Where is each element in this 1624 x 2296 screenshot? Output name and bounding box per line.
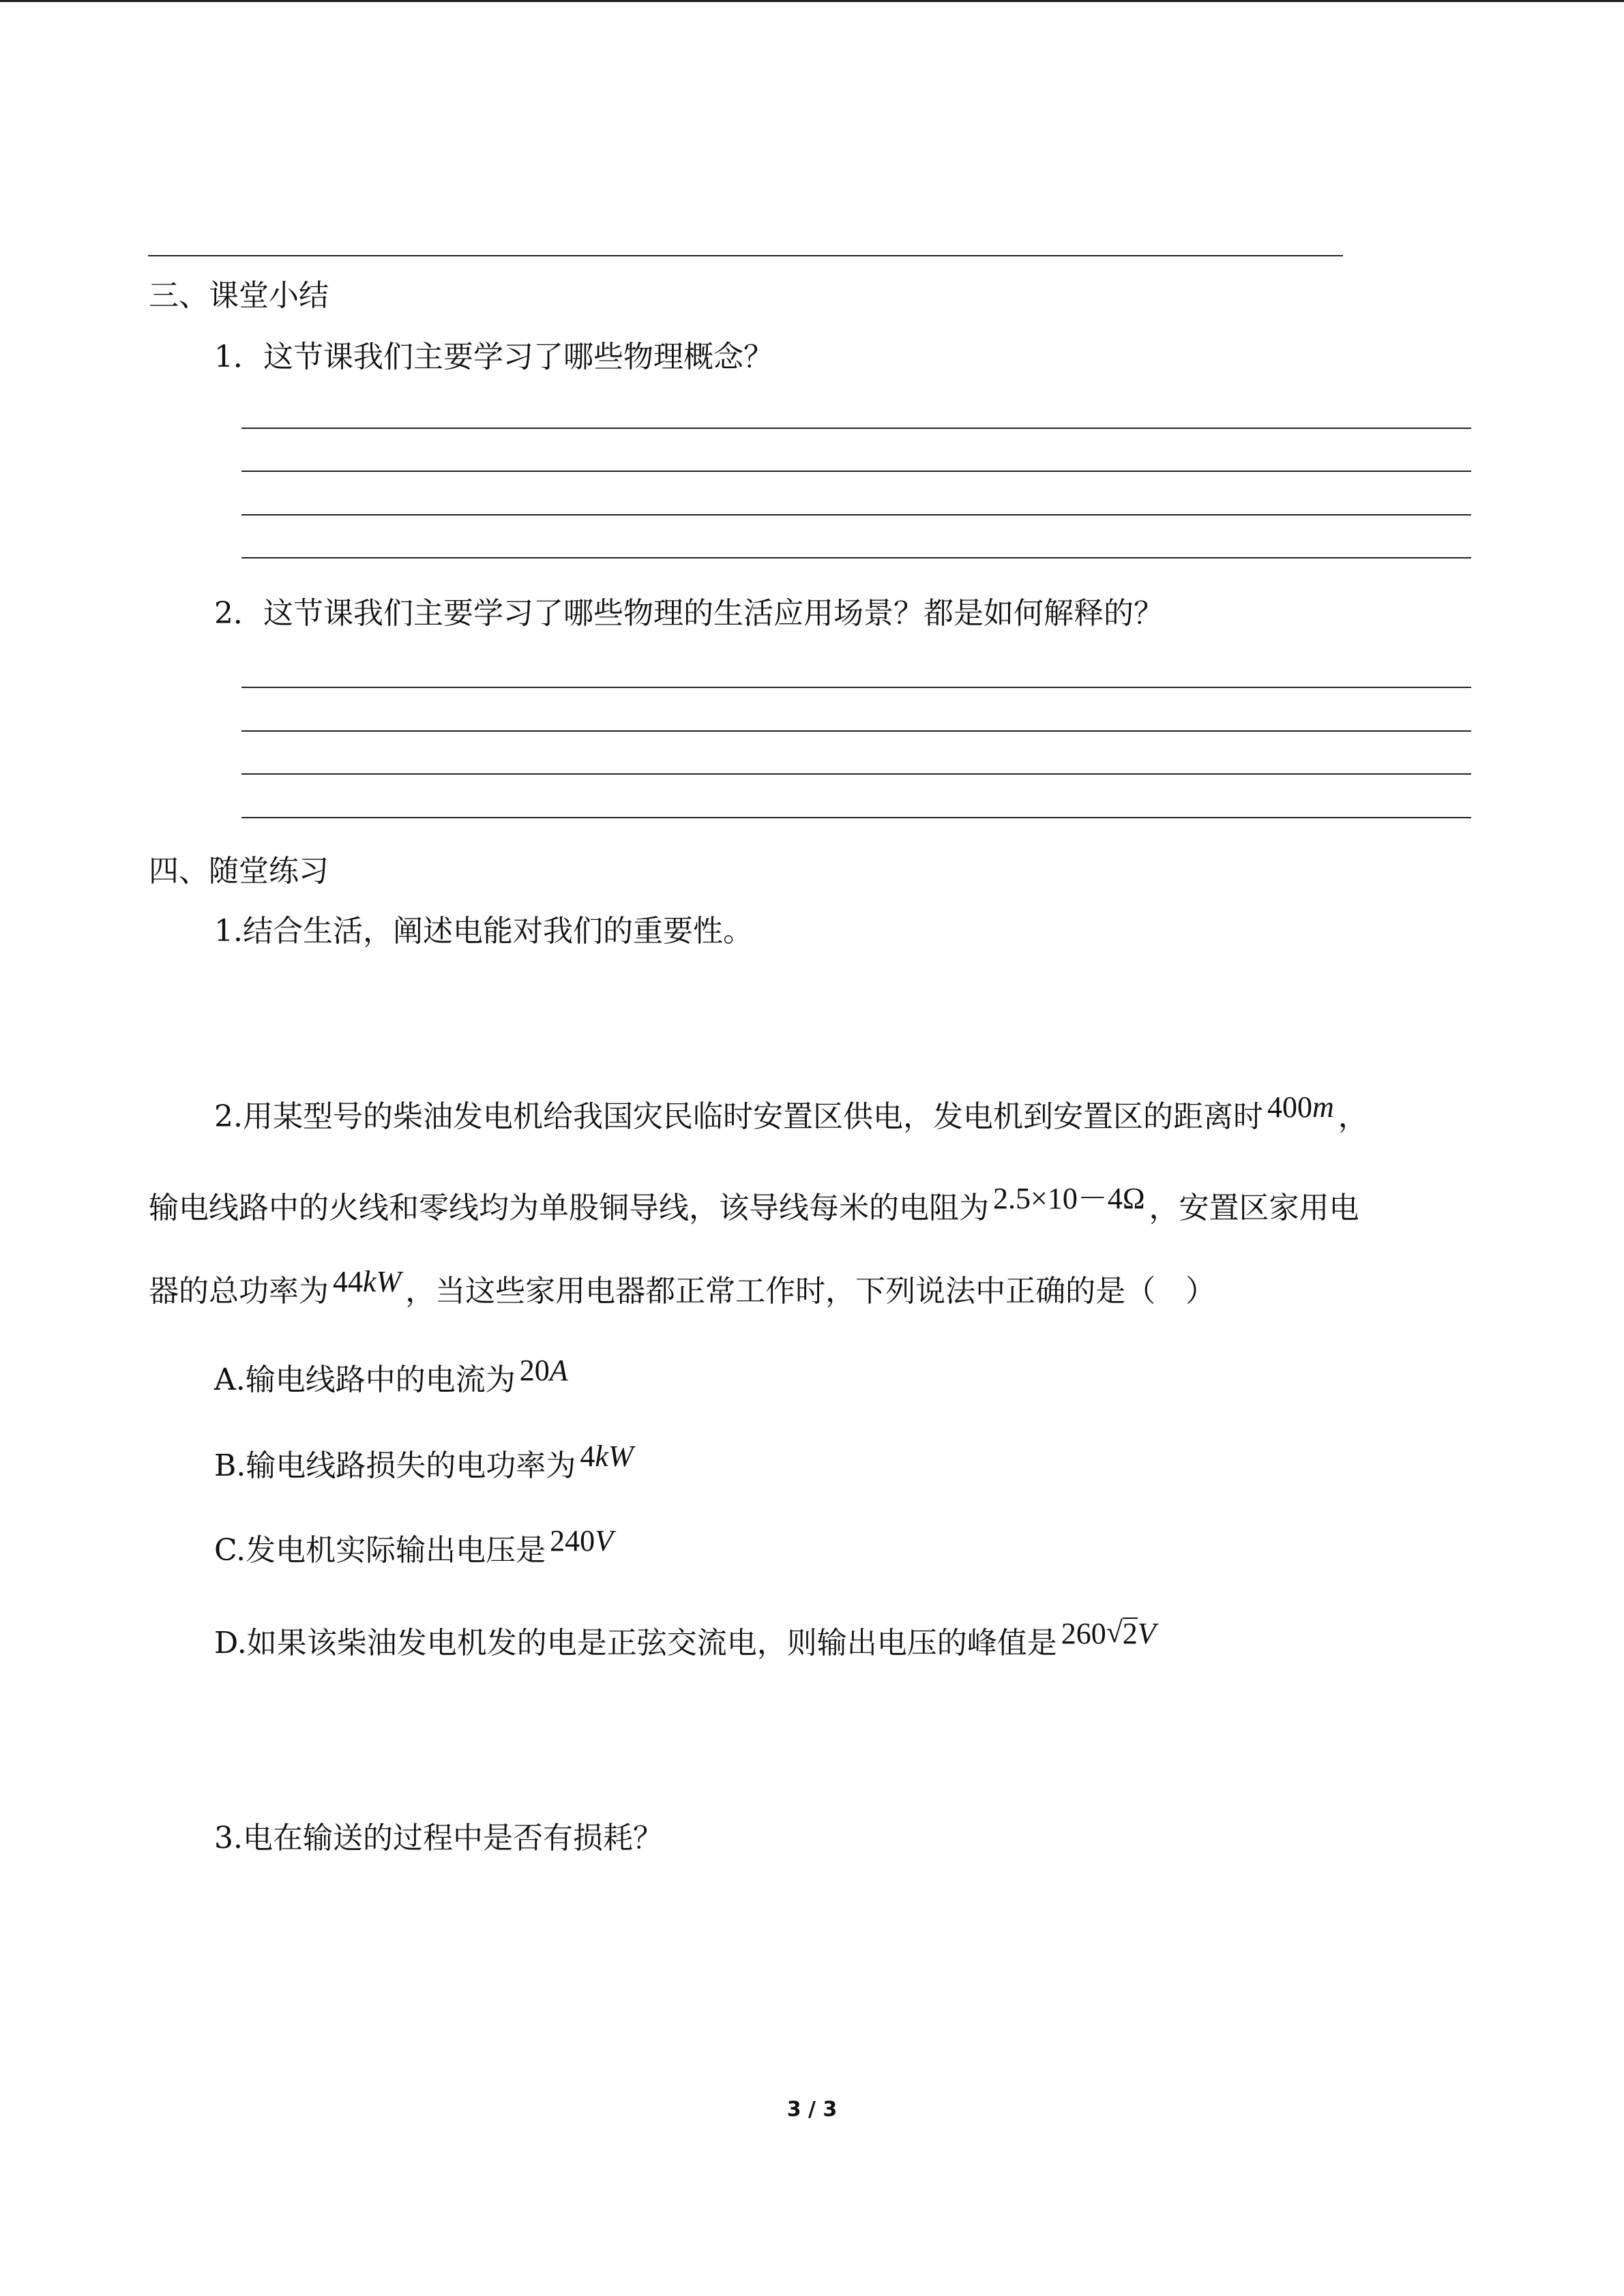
- resistance-value: 2.5×10－4Ω: [993, 1182, 1145, 1215]
- option-a[interactable]: A.输电线路中的电流为 20A: [214, 1354, 568, 1397]
- exercise-2-line-1: 2.用某型号的柴油发电机给我国灾民临时安置区供电，发电机到安置区的距离时 400m ，: [214, 1090, 1368, 1134]
- exercise-3: 3.电在输送的过程中是否有损耗？: [214, 1821, 663, 1855]
- answer-line: [148, 255, 1343, 256]
- square-root-symbol: √ 2: [1106, 1615, 1138, 1653]
- exercise-2-line-2: 输电线路中的火线和零线均为单股铜导线，该导线每米的电阻为 2.5×10－4Ω ，安置区家用电: [149, 1182, 1359, 1225]
- option-c[interactable]: C.发电机实际输出电压是 240V: [214, 1524, 613, 1568]
- section-3-heading: 三、课堂小结: [149, 278, 329, 313]
- page-top-border: [0, 0, 1624, 2]
- answer-line[interactable]: [241, 471, 1471, 472]
- summary-question-1: 1．这节课我们主要学习了哪些物理概念？: [214, 340, 773, 374]
- exercise-2-text: 2.用某型号的柴油发电机给我国灾民临时安置区供电，发电机到安置区的距离时: [214, 1099, 1263, 1134]
- option-d[interactable]: D.如果该柴油发电机发的电是正弦交流电，则输出电压的峰值是 260√ 2V: [214, 1624, 1160, 1663]
- answer-line[interactable]: [241, 773, 1471, 775]
- answer-line[interactable]: [241, 514, 1471, 516]
- power-value: 44kW: [333, 1265, 402, 1298]
- answer-line[interactable]: [241, 687, 1471, 688]
- summary-question-2: 2．这节课我们主要学习了哪些物理的生活应用场景？都是如何解释的？: [214, 596, 1164, 631]
- answer-line[interactable]: [241, 730, 1471, 732]
- answer-line[interactable]: [241, 428, 1471, 429]
- option-b[interactable]: B.输电线路损失的电功率为 4kW: [214, 1440, 634, 1483]
- section-4-heading: 四、随堂练习: [149, 854, 329, 889]
- exercise-2-line-3: 器的总功率为 44kW ，当这些家用电器都正常工作时，下列说法中正确的是（ ）: [149, 1265, 1216, 1309]
- distance-value: 400m: [1267, 1090, 1334, 1124]
- answer-line[interactable]: [241, 557, 1471, 558]
- exercise-1: 1.结合生活，阐述电能对我们的重要性。: [214, 914, 753, 949]
- page-number: 3 / 3: [786, 2098, 838, 2121]
- answer-line[interactable]: [241, 817, 1471, 818]
